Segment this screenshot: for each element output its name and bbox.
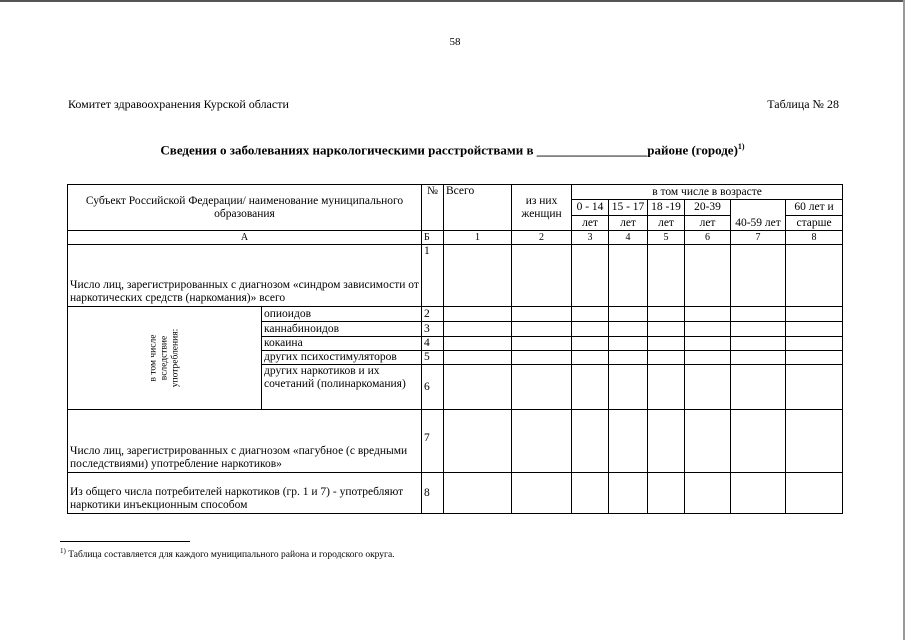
age-header-0-14-line1: 0 - 14 [572,200,609,216]
side-label: в том числе вследствие употребления: [148,328,180,388]
header-row-1 [68,185,843,200]
row-number: 8 [422,473,444,514]
table-row [68,307,843,322]
index-cell-4: 4 [609,231,648,245]
age-header-20-39-line1: 20-39 [685,200,731,216]
footnote [60,547,395,560]
index-cell-1: 1 [444,231,512,245]
row-number: 7 [422,410,444,473]
index-cell-2: 2 [512,231,572,245]
row-number: 5 [422,351,444,365]
row-label: Из общего числа потребителей наркотиков (гр. 1 и 7) - употребляют наркотики инъекционным способом [68,473,422,514]
age-header-40-59: 40-59 лет [731,200,786,231]
table-row [68,410,843,473]
row-label: каннабиноидов [262,322,422,337]
row-label: кокаина [262,337,422,351]
row-label: других наркотиков и их сочетаний (полинаркомания) [262,365,422,410]
index-cell-b: Б [422,231,444,245]
age-header-60-line1: 60 лет и [786,200,843,216]
page-top-edge [0,0,905,2]
age-header-20-39-line2: лет [685,216,731,231]
number-header: № [422,185,444,231]
index-cell-8: 8 [786,231,843,245]
index-row [68,231,843,245]
organization-name: Комитет здравоохранения Курской области [68,97,289,111]
title-text: Сведения о заболеваниях наркологическими расстройствами в _________________районе (городе) [160,142,738,158]
footnote-text: Таблица составляется для каждого муниципального района и городского округа. [65,550,395,561]
age-header-18-19-line1: 18 -19 [648,200,685,216]
index-cell-7: 7 [731,231,786,245]
age-header-0-14-line2: лет [572,216,609,231]
row-label: других психостимуляторов [262,351,422,365]
row-number: 1 [422,245,444,307]
row-number: 3 [422,322,444,337]
women-header: из них женщин [512,185,572,231]
title-footnote-mark: 1) [737,142,745,151]
table-row [68,473,843,514]
age-header-15-17-line1: 15 - 17 [609,200,648,216]
footnote-separator [60,541,190,542]
age-header-18-19-line2: лет [648,216,685,231]
footnote-mark: 1) [60,547,66,555]
age-group-header: в том числе в возрасте [572,185,843,200]
index-cell-5: 5 [648,231,685,245]
index-cell-a: А [68,231,422,245]
total-header: Всего [444,185,512,231]
row-number: 4 [422,337,444,351]
row-number: 6 [422,365,444,410]
age-header-60-line2: старше [786,216,843,231]
table-row [68,245,843,307]
row-label: Число лиц, зарегистрированных с диагнозом «пагубное (с вредными последствиями) употребление наркотиков» [68,410,422,473]
statistics-table [67,184,843,514]
index-cell-3: 3 [572,231,609,245]
row-number: 2 [422,307,444,322]
substance-side-label-cell [68,307,262,410]
table-number: Таблица № 28 [767,97,839,111]
index-cell-6: 6 [685,231,731,245]
row-label: опиоидов [262,307,422,322]
age-header-15-17-line2: лет [609,216,648,231]
page-number: 58 [449,36,461,48]
subject-header: Субъект Российской Федерации/ наименование муниципального образования [68,185,422,231]
row-label: Число лиц, зарегистрированных с диагнозом «синдром зависимости от наркотических средств (наркомания)» всего [68,245,422,307]
document-title [0,142,905,158]
